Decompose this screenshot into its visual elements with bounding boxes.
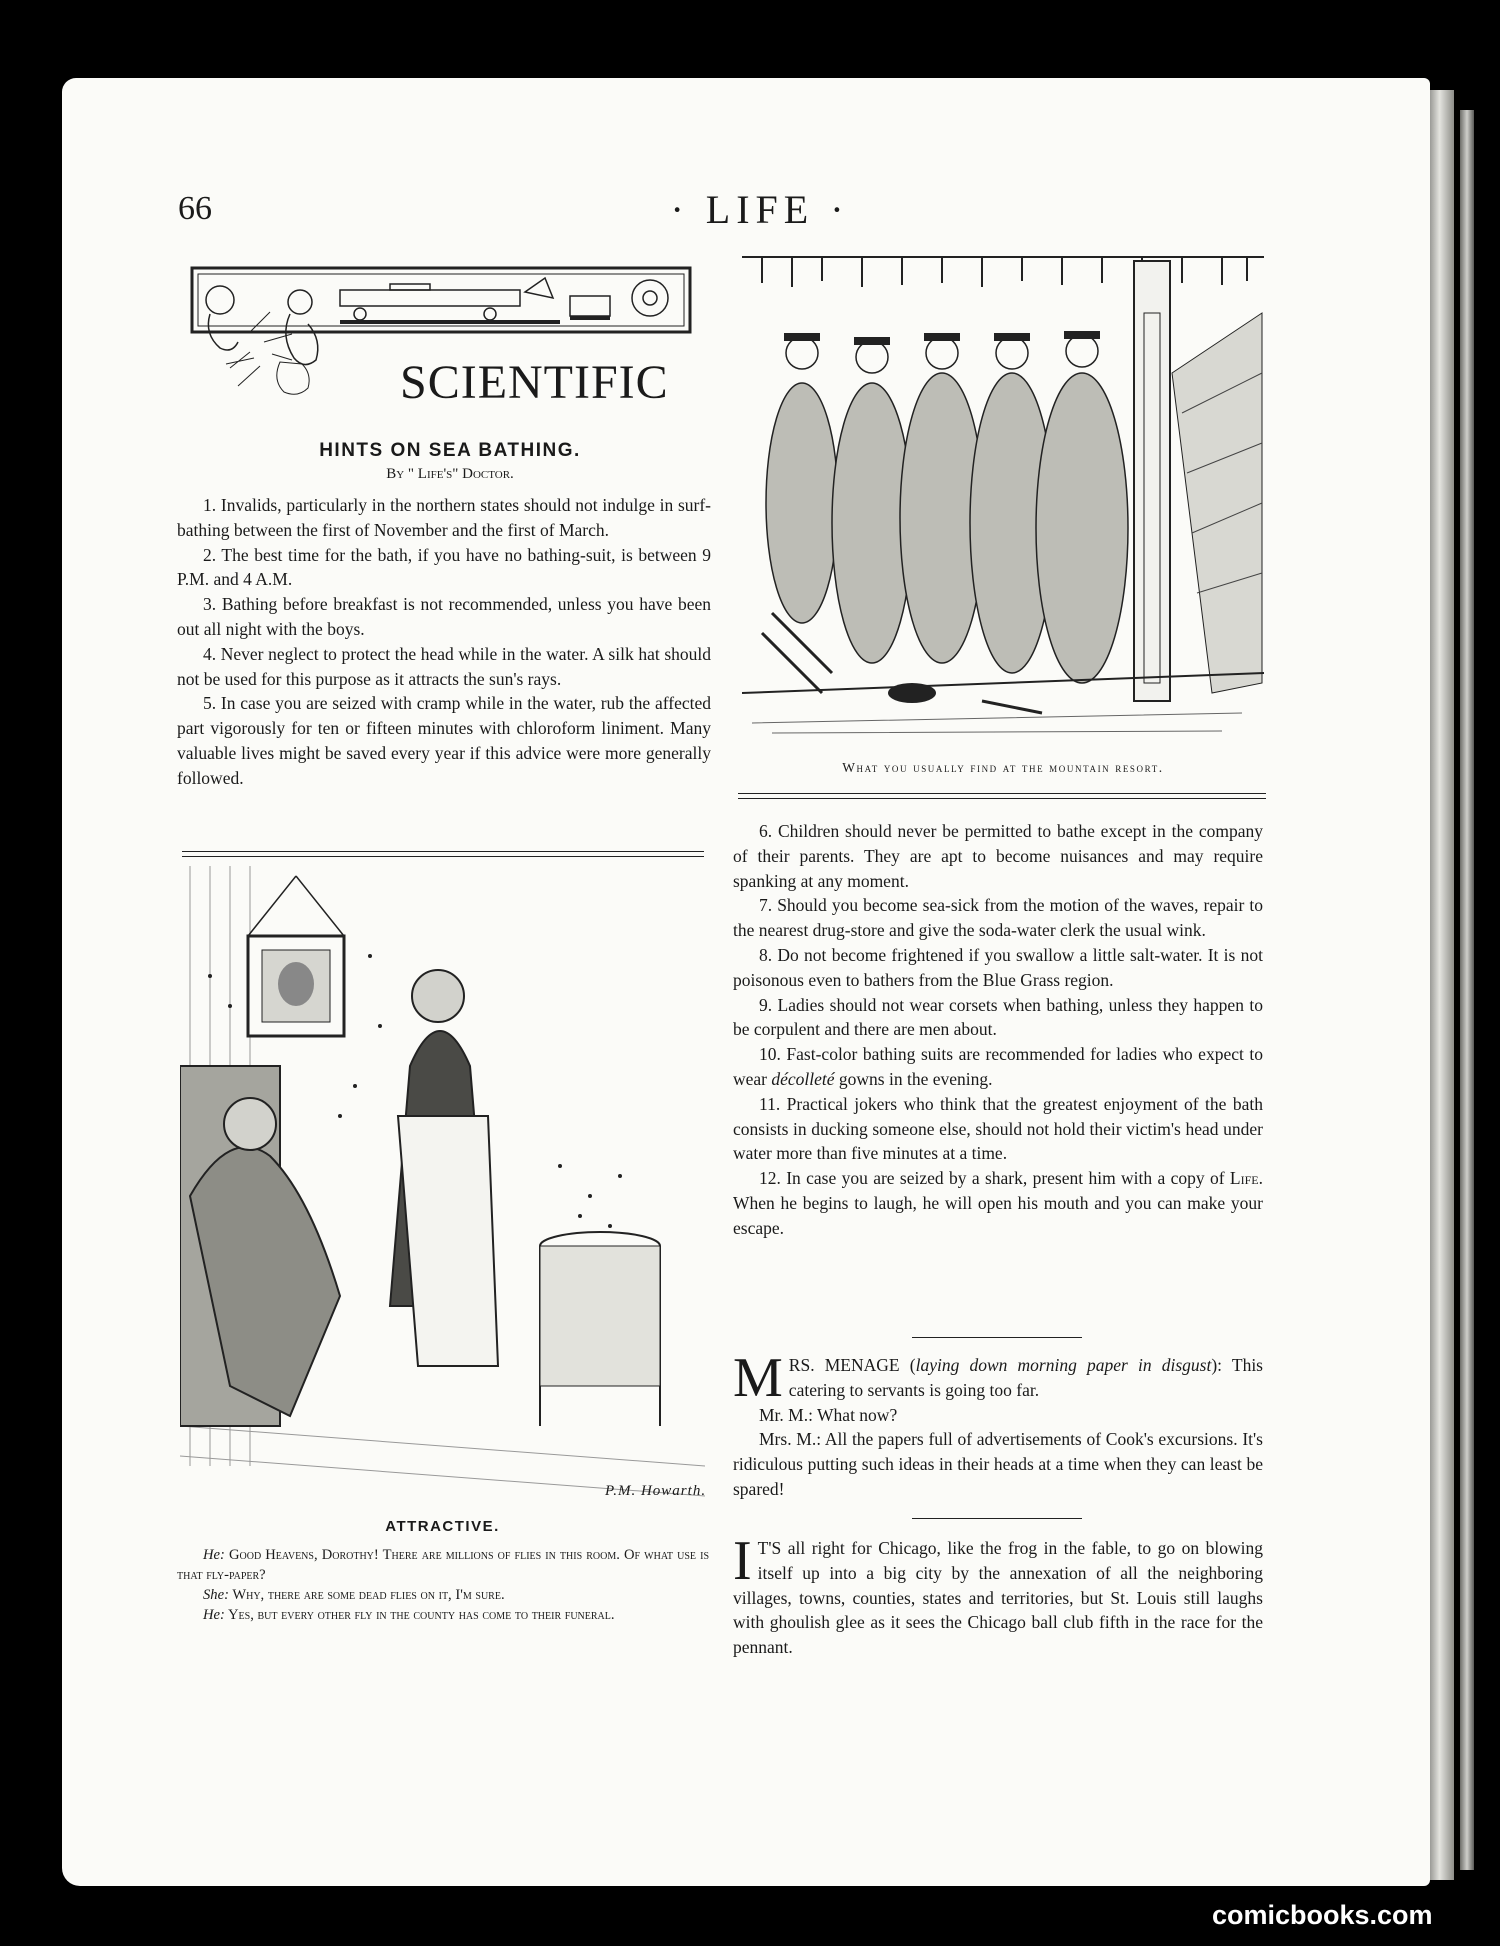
speaker-label: He: xyxy=(203,1607,225,1623)
stage-direction: laying down morning paper in disgust xyxy=(915,1355,1212,1375)
hint-paragraph: 2. The best time for the bath, if you have no bathing-suit, is between 9 P.M. and 4 A.M. xyxy=(177,544,711,590)
menage-paragraph: Mrs. M.: All the papers full of advertisements of Cook's excursions. It's ridiculous putting such ideas in their heads at a time when they can least be spared! xyxy=(733,1429,1263,1499)
chicago-text: T'S all right for Chicago, like the frog in the fable, to go on blowing itself up into a big city by the annexation of all the neighboring villages, towns, counties, states and territories, but St. Louis still laughs with ghoulish glee as it sees the Chicago ball club fifth in the race for the pennant. xyxy=(733,1538,1263,1658)
hint-paragraph: 11. Practical jokers who think that the greatest enjoyment of the bath consists in ducking someone else, should not hold their victim's head under water more than five minutes at a time. xyxy=(733,1093,1263,1164)
column-divider-rule xyxy=(182,851,704,857)
attractive-cartoon-illustration xyxy=(180,866,705,1509)
menage-text: RS. MENAGE ( xyxy=(788,1355,916,1375)
hint-text: 10. Fast-color bathing suits are recommended for ladies who expect to wear xyxy=(733,1044,1263,1089)
hint-text: . When he begins to laugh, he will open his mouth and you can make your escape. xyxy=(733,1168,1263,1238)
hint-paragraph xyxy=(733,1166,1263,1240)
dialog-text: Why, there are some dead flies on it, I'm sure. xyxy=(228,1587,505,1603)
hint-paragraph: 4. Never neglect to protect the head while in the water. A silk hat should not be used for this purpose as it attracts the sun's rays. xyxy=(177,643,711,689)
hint-paragraph: 6. Children should never be permitted to bathe except in the company of their parents. They are apt to become nuisances and may require spanking at any moment. xyxy=(733,821,1263,891)
hint-paragraph: 8. Do not become frightened if you swallow a little salt-water. It is not poisonous even to bathers from the Blue Grass region. xyxy=(733,944,1263,990)
speaker-label: He: xyxy=(203,1547,225,1563)
dialog-line xyxy=(177,1605,709,1625)
byline: By " Life's" Doctor. xyxy=(386,466,514,482)
dialog-text: Yes, but every other fly in the county has come to their funeral. xyxy=(224,1607,615,1623)
chicago-paragraph xyxy=(733,1530,1263,1660)
artist-signature: P.M. Howarth. xyxy=(605,1483,707,1499)
hint-paragraph xyxy=(733,1042,1263,1092)
column-divider-rule xyxy=(738,793,1266,799)
hint-paragraph: 5. In case you are seized with cramp while in the water, rub the affected part vigorously for ten or fifteen minutes with chloroform liniment. Many valuable lives might be saved every year if this advice were more generally followed. xyxy=(177,693,711,788)
hint-paragraph: 3. Bathing before breakfast is not recommended, unless you have been out all night with the boys. xyxy=(177,594,711,639)
hint-text: 12. In case you are seized by a shark, present him with a copy of xyxy=(759,1168,1230,1189)
cartoon-dialog xyxy=(177,1545,709,1625)
section-title: SCIENTIFIC xyxy=(400,356,669,409)
dialog-line xyxy=(177,1545,709,1585)
watermark: comicbooks.com xyxy=(1212,1900,1433,1930)
dialog-text: Good Heavens, Dorothy! There are millions of flies in this room. Of what use is that fly-paper? xyxy=(177,1547,709,1583)
hints-right-column xyxy=(733,819,1263,1241)
section-divider-rule xyxy=(912,1518,1082,1519)
article-title: HINTS ON SEA BATHING. xyxy=(319,440,581,461)
masthead: · LIFE · xyxy=(670,187,850,232)
menage-paragraph xyxy=(733,1347,1263,1409)
attractive-cartoon-caption: ATTRACTIVE. xyxy=(385,1518,500,1535)
chicago-anecdote xyxy=(733,1530,1263,1660)
section-divider-rule xyxy=(912,1337,1082,1338)
hints-left-column xyxy=(177,493,711,791)
hint-text: gowns in the evening. xyxy=(834,1068,993,1089)
hint-paragraph: 1. Invalids, particularly in the northern states should not indulge in surf-bathing between the first of November and the first of March. xyxy=(177,495,711,540)
mountain-cartoon-caption: What you usually find at the mountain resort. xyxy=(842,760,1164,775)
dialog-line xyxy=(177,1585,709,1605)
page-edge-back xyxy=(1460,110,1474,1870)
page-edge xyxy=(1430,90,1454,1880)
drop-cap: I xyxy=(733,1530,752,1592)
hint-paragraph: 9. Ladies should not wear corsets when bathing, unless they happen to be corpulent and there are men about. xyxy=(733,994,1263,1040)
mountain-resort-illustration xyxy=(742,253,1264,743)
speaker-label: She: xyxy=(203,1587,229,1603)
menage-anecdote xyxy=(733,1347,1263,1502)
page-number: 66 xyxy=(178,190,212,227)
menage-text: ): This catering to servants is going too far. xyxy=(788,1355,1263,1400)
hint-italic-word: décolleté xyxy=(771,1068,835,1089)
magazine-name: Life xyxy=(1229,1168,1259,1189)
menage-paragraph: Mr. M.: What now? xyxy=(759,1404,898,1425)
drop-cap: M xyxy=(733,1347,783,1409)
hint-paragraph: 7. Should you become sea-sick from the motion of the waves, repair to the nearest drug-store and give the soda-water clerk the usual wink. xyxy=(733,895,1263,941)
